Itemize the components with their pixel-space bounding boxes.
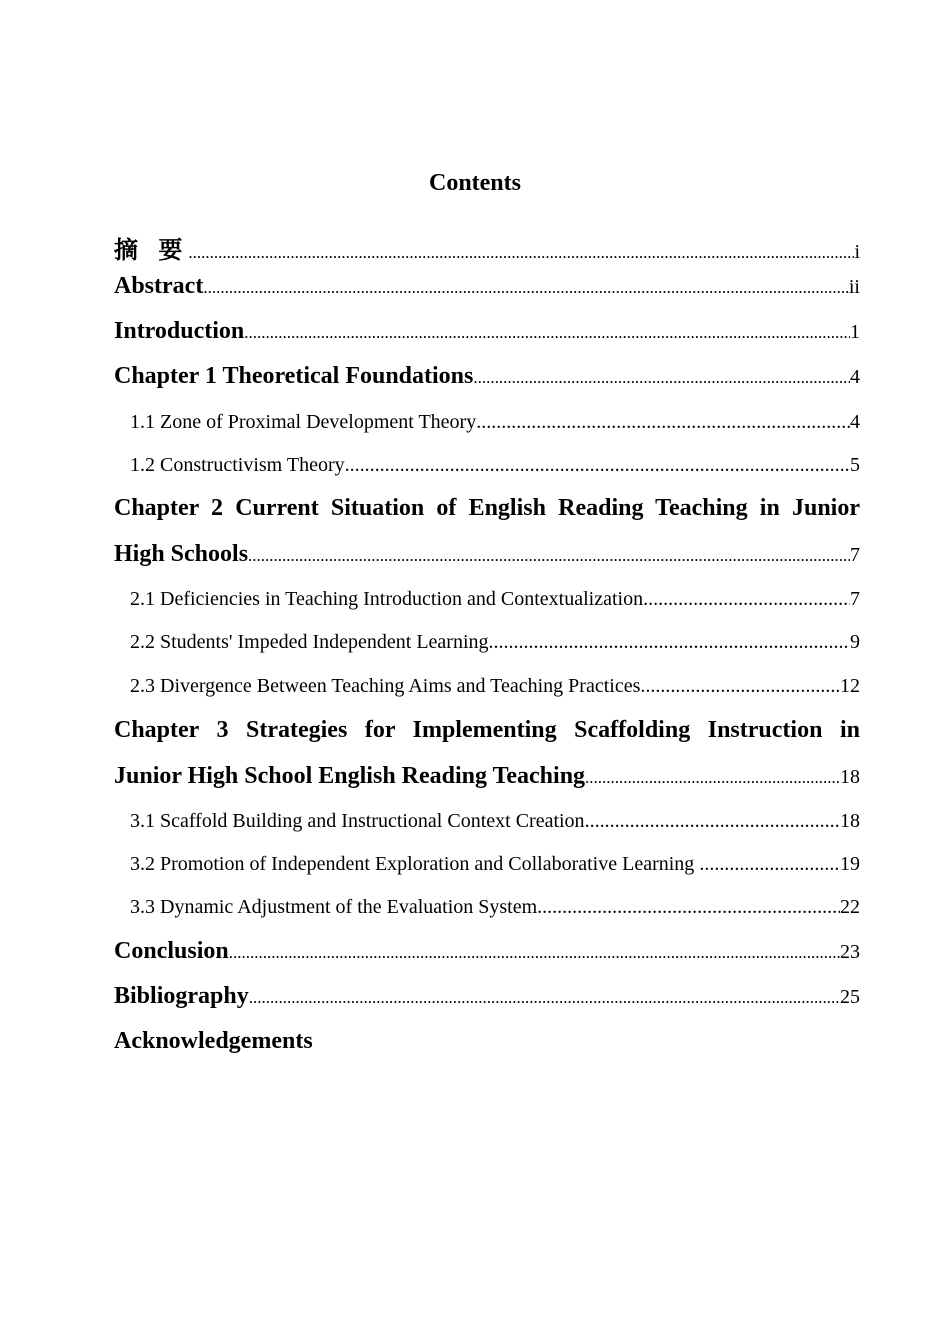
toc-entry-chapter-1[interactable] (114, 363, 860, 390)
toc-title: Contents (428, 170, 521, 196)
toc-entry-label: 2.3 Divergence Between Teaching Aims and Teaching Practices (130, 675, 641, 697)
toc-leader (640, 675, 840, 698)
toc-page-number: 7 (850, 588, 860, 610)
toc-entry-abstract[interactable] (114, 273, 860, 300)
toc-leader (203, 278, 849, 298)
toc-page-number: 9 (850, 631, 860, 653)
toc-leader (229, 943, 840, 963)
toc-page-number: 4 (850, 411, 860, 433)
toc-entry-chapter-2-line1[interactable]: Chapter 2 Current Situation of English Reading Teaching in Junior (114, 495, 860, 521)
toc-entry-label: High Schools (114, 541, 249, 567)
toc-entry-section-3-2[interactable] (130, 853, 860, 876)
toc-page-number: ii (848, 276, 860, 298)
toc-page-number: 23 (840, 941, 860, 963)
toc-entry-bibliography[interactable] (114, 983, 860, 1010)
toc-entry-label: 3.2 Promotion of Independent Exploration and Collaborative Learning (130, 853, 700, 875)
toc-entry-section-2-2[interactable] (130, 631, 860, 654)
toc-entry-label: Bibliography (114, 983, 249, 1009)
toc-leader (585, 768, 840, 788)
toc-entry-introduction[interactable] (114, 318, 860, 345)
toc-entry-label: Chapter 1 Theoretical Foundations (114, 363, 474, 389)
toc-entry-section-3-3[interactable] (130, 896, 860, 919)
toc-leader (473, 368, 850, 388)
toc-entry-label: 2.1 Deficiencies in Teaching Introduction and Contextualization (130, 588, 644, 610)
toc-page-number: 25 (840, 986, 860, 1008)
toc-entry-section-3-1[interactable] (130, 810, 860, 833)
toc-entry-chapter-2[interactable] (114, 541, 860, 568)
toc-leader (476, 411, 850, 434)
toc-entry-label: 1.1 Zone of Proximal Development Theory (130, 411, 477, 433)
toc-leader (248, 546, 850, 566)
toc-entry-label: 3.3 Dynamic Adjustment of the Evaluation System (130, 896, 538, 918)
toc-page-number: 7 (850, 544, 860, 566)
toc-entry-label: Conclusion (114, 938, 229, 964)
toc-page-number: 12 (840, 675, 860, 697)
toc-leader (188, 243, 854, 263)
toc-leader (585, 810, 840, 833)
toc-leader (345, 454, 850, 477)
toc-page-number: 18 (840, 766, 860, 788)
toc-entry-section-1-2[interactable] (130, 454, 860, 477)
toc-entry-section-1-1[interactable] (130, 411, 860, 434)
toc-entry-label: Junior High School English Reading Teaching (114, 763, 586, 789)
toc-page-number: 5 (850, 454, 860, 476)
toc-entry-conclusion[interactable] (114, 938, 860, 965)
toc-entry-chapter-3[interactable] (114, 763, 860, 790)
toc-entry-label: 摘 要 (114, 236, 189, 264)
toc-page-number: 19 (840, 853, 860, 875)
toc-page-number: 18 (840, 810, 860, 832)
toc-entry-label: Abstract (114, 273, 204, 299)
toc-leader (489, 631, 850, 654)
toc-entry-abstract-cn[interactable] (114, 230, 860, 265)
toc-entry-label: 1.2 Constructivism Theory (130, 454, 345, 476)
toc-page-number: 22 (840, 896, 860, 918)
toc-page-number: 1 (850, 321, 860, 343)
toc-leader (249, 988, 840, 1008)
toc-leader (643, 588, 850, 611)
toc-leader (537, 896, 840, 919)
toc-page-number: i (854, 241, 860, 263)
toc-entry-chapter-3-line1[interactable]: Chapter 3 Strategies for Implementing Scaffolding Instruction in (114, 717, 860, 743)
toc-entry-label: Acknowledgements (114, 1028, 313, 1054)
toc-entry-label: 2.2 Students' Impeded Independent Learning (130, 631, 489, 653)
toc-entry-label: 3.1 Scaffold Building and Instructional Context Creation (130, 810, 585, 832)
toc-entry-acknowledgements[interactable] (114, 1028, 860, 1055)
toc-leader (244, 323, 850, 343)
toc-leader (699, 853, 840, 876)
toc-entry-section-2-3[interactable] (130, 675, 860, 698)
toc-page-number: 4 (850, 366, 860, 388)
toc-entry-section-2-1[interactable] (130, 588, 860, 611)
toc-entry-label: Introduction (114, 318, 245, 344)
